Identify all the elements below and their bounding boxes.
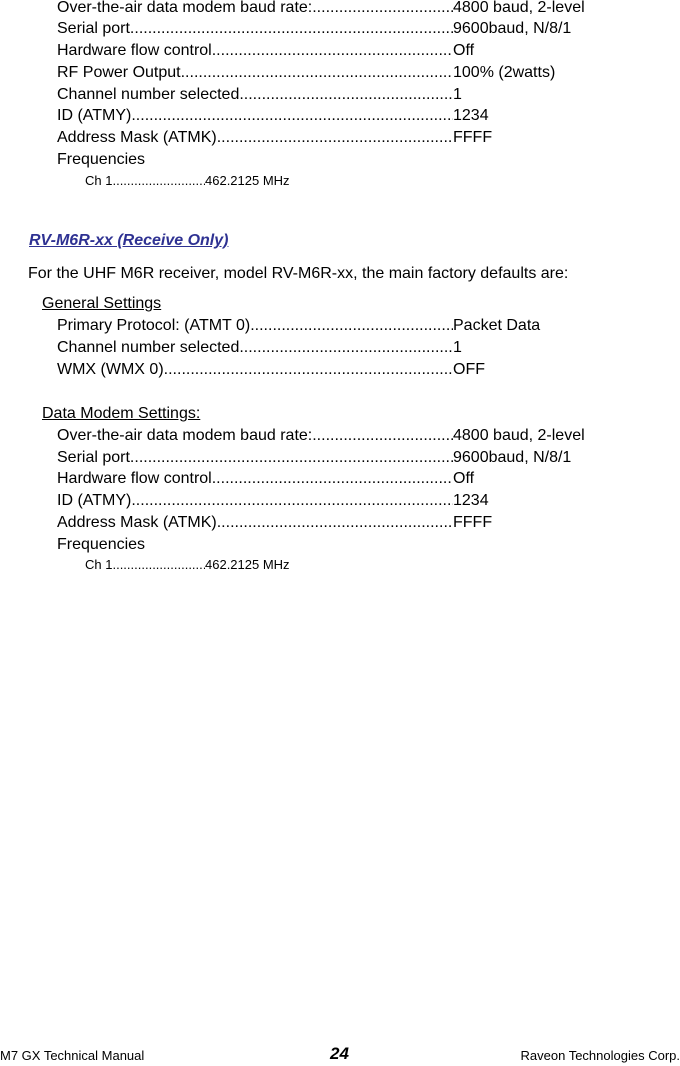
channel-row [85,173,290,189]
setting-value: 9600baud, N/8/1 [453,449,572,466]
section-title: RV-M6R-xx (Receive Only) [29,232,229,249]
setting-value: 100% (2watts) [453,64,556,81]
setting-label: Serial port [57,20,130,37]
setting-row [57,513,493,533]
channel-row [85,557,290,573]
setting-row [57,448,572,468]
setting-row [57,360,485,380]
setting-value: FFFF [453,129,493,146]
setting-label: Channel number selected [57,86,240,103]
setting-row [57,41,475,61]
setting-value: OFF [453,361,485,378]
setting-label: ID (ATMY) [57,492,132,509]
setting-row [57,491,489,511]
setting-row [57,63,556,83]
setting-value: 1234 [453,107,489,124]
setting-row [57,316,541,336]
setting-row [57,426,585,446]
setting-value: 9600baud, N/8/1 [453,20,572,37]
setting-label: Over-the-air data modem baud rate: [57,427,313,444]
setting-label: Address Mask (ATMK) [57,129,217,146]
setting-label: Channel number selected [57,339,240,356]
page-number: 24 [330,1044,349,1063]
setting-label: RF Power Output [57,64,181,81]
setting-row [57,19,572,39]
setting-label: ID (ATMY) [57,107,132,124]
setting-value: 1234 [453,492,489,509]
setting-label: WMX (WMX 0) [57,361,164,378]
channel-value: 462.2125 MHz [205,557,290,572]
channel-label: Ch 1 [85,173,113,188]
setting-value: Off [453,42,475,59]
frequencies-label: Frequencies [57,151,146,168]
setting-value: 4800 baud, 2-level [453,427,585,444]
setting-label: Hardware flow control [57,42,212,59]
general-settings-heading: General Settings [42,295,162,312]
channel-value: 462.2125 MHz [205,173,290,188]
setting-label: Address Mask (ATMK) [57,514,217,531]
setting-row [57,469,475,489]
frequencies-label: Frequencies [57,536,146,553]
setting-row [57,0,585,18]
setting-row [57,85,462,105]
setting-label: Over-the-air data modem baud rate: [57,0,313,16]
data-modem-settings-heading: Data Modem Settings: [42,405,201,422]
setting-label: Serial port [57,449,130,466]
footer-manual-title: M7 GX Technical Manual [0,1048,145,1063]
footer-company: Raveon Technologies Corp. [520,1048,680,1063]
setting-value: Off [453,470,475,487]
setting-value: 1 [453,339,462,356]
setting-label: Primary Protocol: (ATMT 0) [57,317,251,334]
setting-value: FFFF [453,514,493,531]
setting-row [57,106,489,126]
setting-label: Hardware flow control [57,470,212,487]
setting-row [57,128,493,148]
setting-value: 1 [453,86,462,103]
setting-value: 4800 baud, 2-level [453,0,585,16]
setting-value: Packet Data [453,317,541,334]
setting-row [57,338,462,358]
section-intro: For the UHF M6R receiver, model RV-M6R-xx, the main factory defaults are: [28,265,569,282]
channel-label: Ch 1 [85,557,113,572]
